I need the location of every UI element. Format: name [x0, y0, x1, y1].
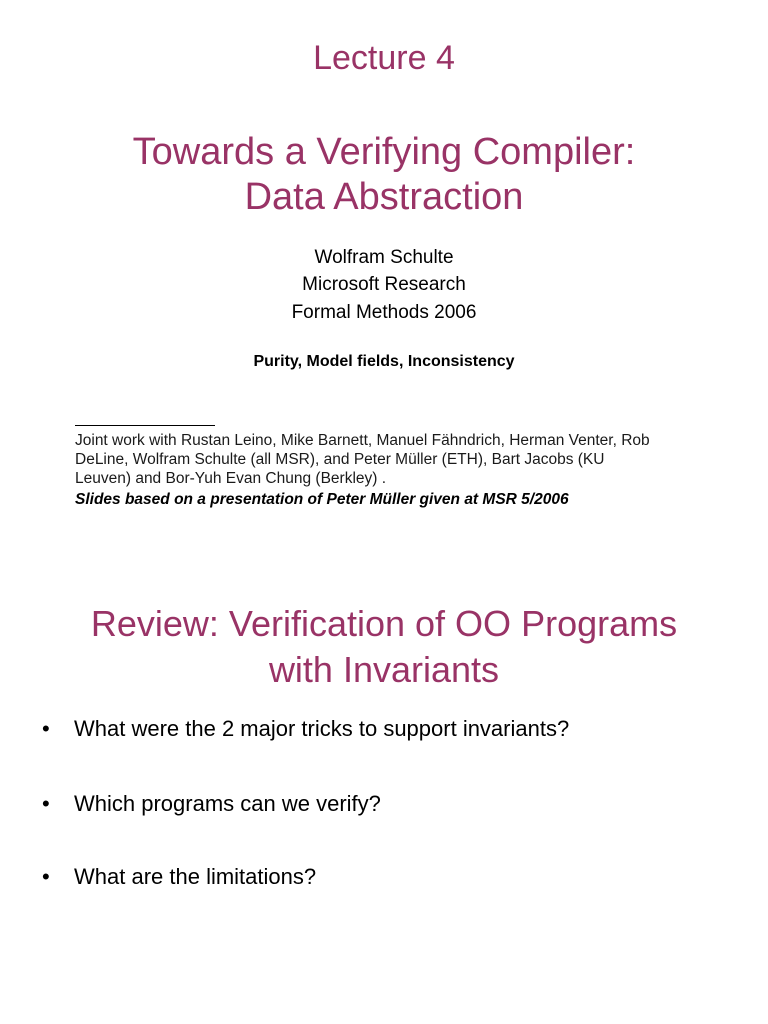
slide-title-line-1: Towards a Verifying Compiler: [132, 131, 636, 173]
slide-title-line-2: Data Abstraction [244, 176, 524, 218]
bullet-marker: • [42, 791, 50, 816]
author-organization: Microsoft Research [302, 274, 466, 295]
footnote-joint-work [75, 431, 735, 488]
review-title-line-1: Review: Verification of OO Programs [90, 603, 678, 644]
bullet-marker: • [42, 716, 50, 741]
footnote-line: Leuven) and Bor-Yuh Evan Chung (Berkley) . [75, 470, 387, 487]
bullet-text: What are the limitations? [74, 864, 317, 889]
review-title-line-2: with Invariants [268, 649, 500, 690]
bullet-item [42, 715, 742, 743]
bullet-marker: • [42, 864, 50, 889]
slides-credit: Slides based on a presentation of Peter Müller given at MSR 5/2006 [75, 491, 569, 508]
author-name: Wolfram Schulte [314, 247, 454, 268]
author-event: Formal Methods 2006 [291, 302, 477, 323]
lecture-topics: Purity, Model fields, Inconsistency [253, 353, 515, 370]
footnote-line: DeLine, Wolfram Schulte (all MSR), and Peter Müller (ETH), Bart Jacobs (KU [75, 451, 605, 468]
bullet-item [42, 790, 742, 818]
bullet-text: Which programs can we verify? [74, 791, 381, 816]
footnote-line: Joint work with Rustan Leino, Mike Barnett, Manuel Fähndrich, Herman Venter, Rob [75, 432, 650, 449]
bullet-text: What were the 2 major tricks to support invariants? [74, 716, 570, 741]
lecture-number: Lecture 4 [313, 39, 455, 77]
footnote-divider [75, 425, 215, 426]
bullet-item [42, 863, 742, 891]
